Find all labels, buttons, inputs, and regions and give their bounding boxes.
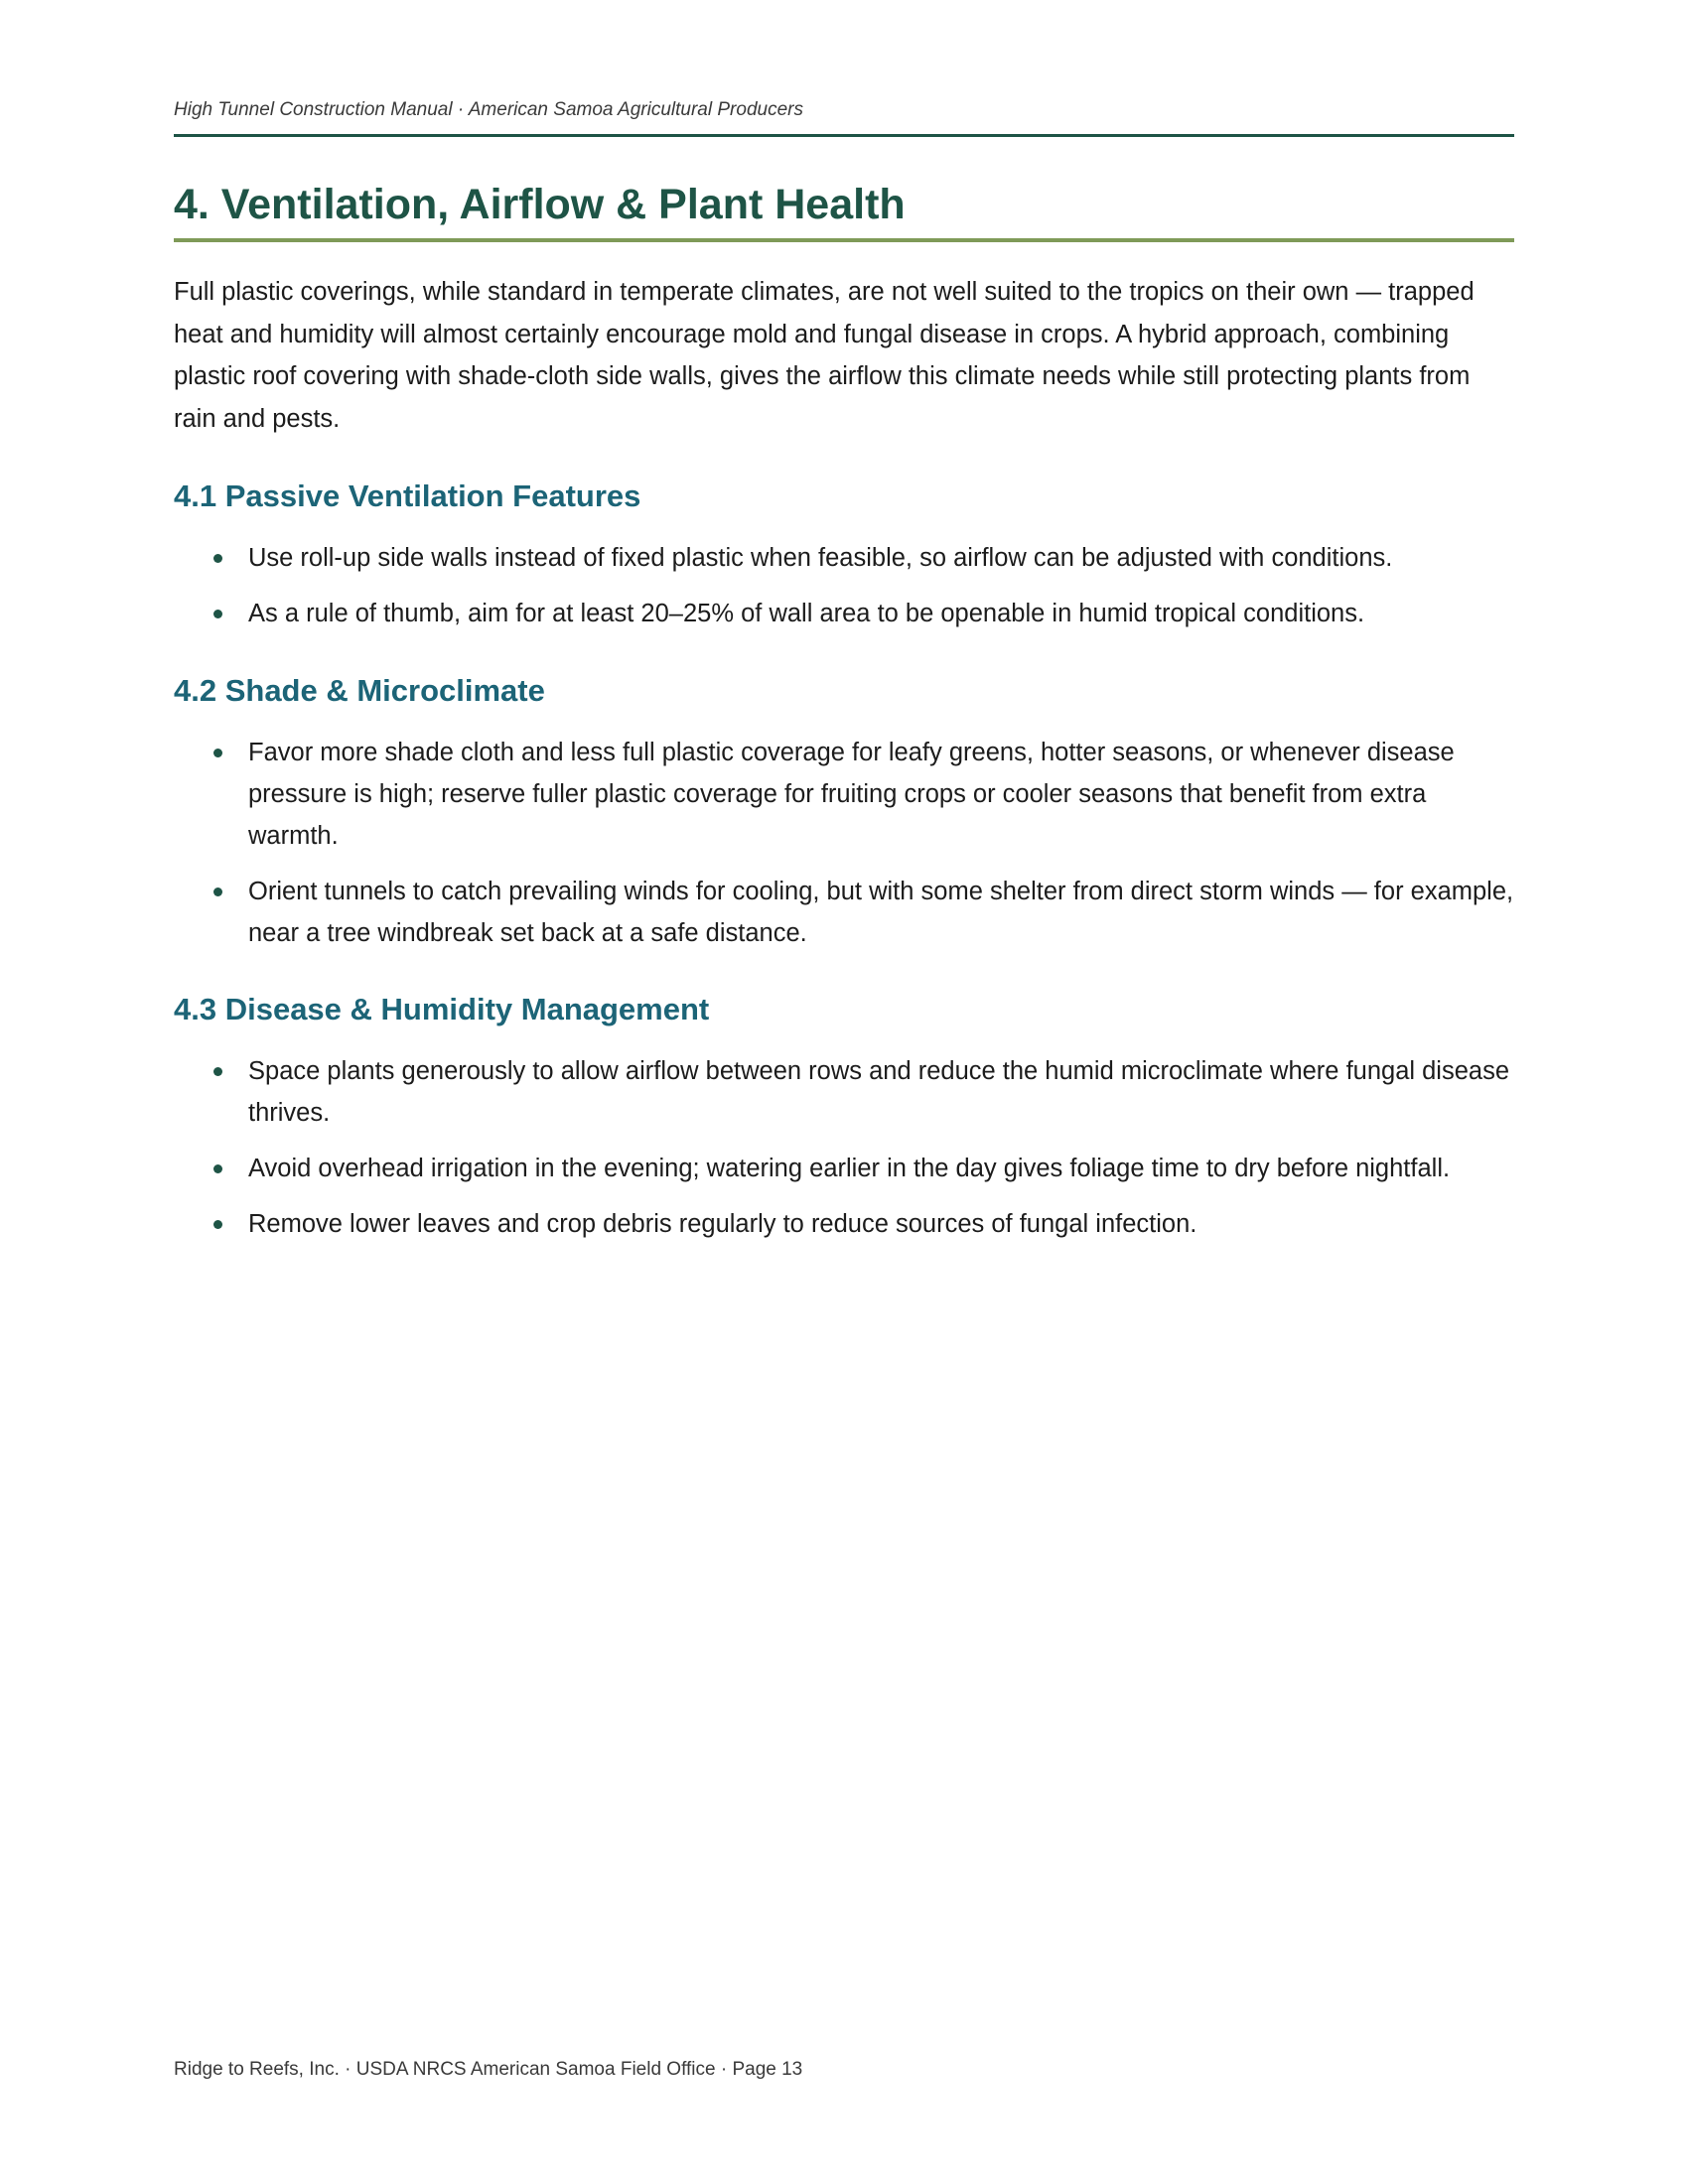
list-item <box>174 871 1514 954</box>
list-item <box>174 537 1514 579</box>
list-item-text: Favor more shade cloth and less full plastic coverage for leafy greens, hotter seasons, or whenever disease pressure is high; reserve fuller plastic coverage for fruiting crops or cooler seasons that benefit from extra warmth. <box>248 739 1455 850</box>
section-heading-shade-microclimate: 4.2 Shade & Microclimate <box>174 673 545 708</box>
bullet-icon <box>213 749 222 757</box>
list-item-text: Avoid overhead irrigation in the evening; watering earlier in the day gives foliage time to dry before nightfall. <box>248 1155 1451 1182</box>
running-header: High Tunnel Construction Manual · American Samoa Agricultural Producers <box>174 99 803 120</box>
list-item <box>174 1148 1514 1189</box>
title-divider <box>174 238 1514 242</box>
bullet-icon <box>213 554 222 563</box>
bullet-icon <box>213 887 222 896</box>
list-item-text: Orient tunnels to catch prevailing winds for cooling, but with some shelter from direct storm winds — for example, near a tree windbreak set back at a safe distance. <box>248 878 1514 947</box>
list-item-text: Use roll-up side walls instead of fixed plastic when feasible, so airflow can be adjusted with conditions. <box>248 544 1393 572</box>
bullet-icon <box>213 610 222 618</box>
list-item-text: As a rule of thumb, aim for at least 20–25% of wall area to be openable in humid tropical conditions. <box>248 600 1365 627</box>
chapter-title: 4. Ventilation, Airflow & Plant Health <box>174 181 906 228</box>
list-item <box>174 732 1514 857</box>
bullet-list-shade-microclimate <box>174 732 1514 968</box>
bullet-list-passive-ventilation <box>174 537 1514 648</box>
bullet-icon <box>213 1164 222 1173</box>
list-item <box>174 1203 1514 1245</box>
list-item-text: Space plants generously to allow airflow between rows and reduce the humid microclimate where fungal disease thrives. <box>248 1057 1510 1127</box>
bullet-icon <box>213 1220 222 1229</box>
list-item <box>174 593 1514 634</box>
list-item-text: Remove lower leaves and crop debris regularly to reduce sources of fungal infection. <box>248 1210 1197 1238</box>
header-divider <box>174 134 1514 137</box>
running-footer: Ridge to Reefs, Inc. · USDA NRCS American Samoa Field Office · Page 13 <box>174 2059 803 2080</box>
list-item <box>174 1050 1514 1134</box>
section-heading-disease-humidity: 4.3 Disease & Humidity Management <box>174 992 710 1026</box>
bullet-icon <box>213 1067 222 1076</box>
intro-paragraph: Full plastic coverings, while standard in temperate climates, are not well suited to the tropics on their own — trapped heat and humidity will almost certainly encourage mold and fungal disease in crops. A hybrid approach, combining plastic roof covering with shade-cloth side walls, gives the airflow this climate needs while still protecting plants from rain and pests. <box>174 278 1475 433</box>
document-page <box>174 0 1514 2184</box>
section-heading-passive-ventilation: 4.1 Passive Ventilation Features <box>174 478 641 513</box>
bullet-list-disease-humidity <box>174 1050 1514 1259</box>
